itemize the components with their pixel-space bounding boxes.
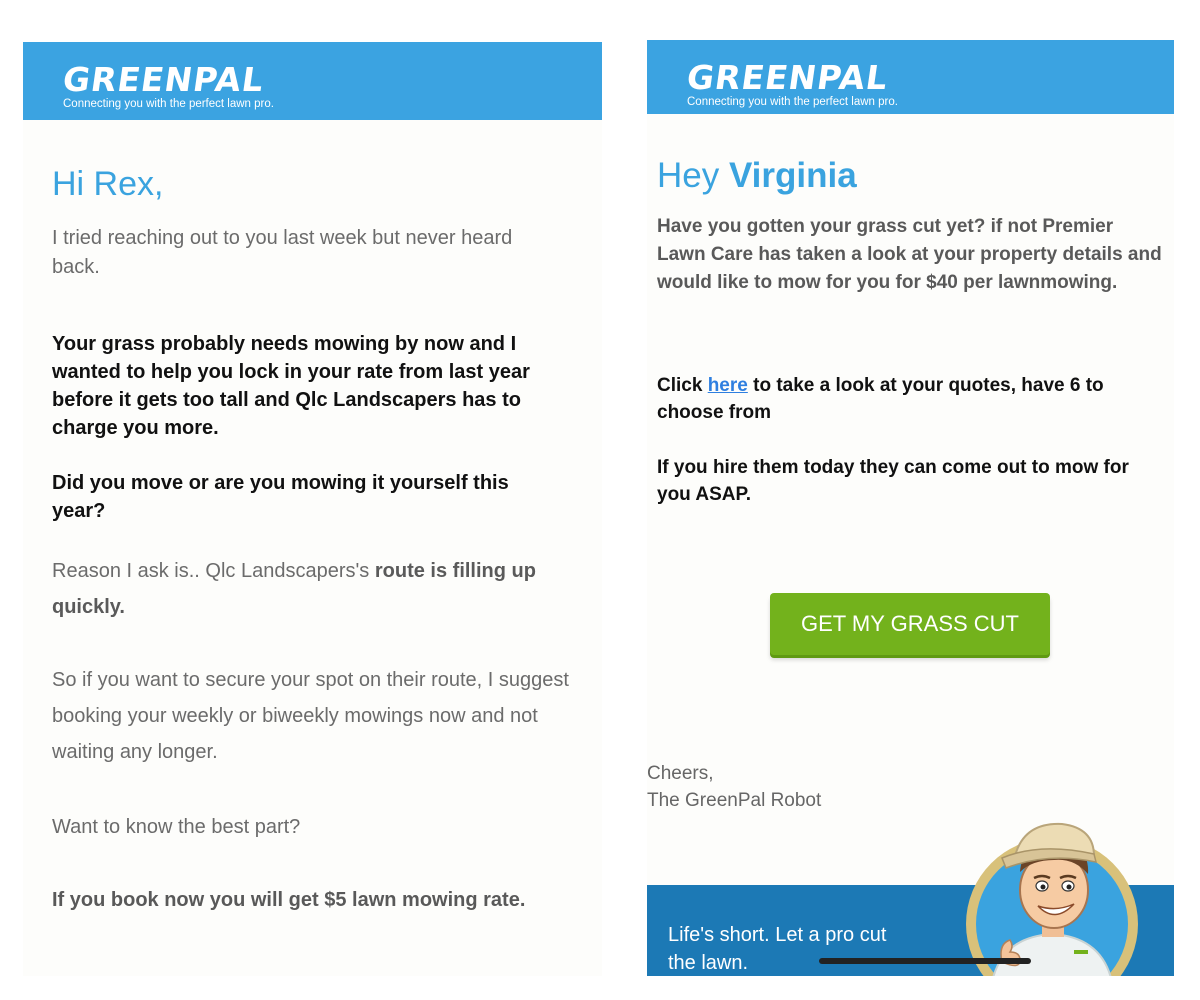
logo-tagline: Connecting you with the perfect lawn pro. <box>63 98 274 110</box>
greeting-name: Virginia <box>728 156 857 195</box>
offer-paragraph: If you book now you will get $5 lawn mowing rate. <box>52 889 526 911</box>
greenpal-logo[interactable] <box>60 60 274 111</box>
quote-paragraph: Have you gotten your grass cut yet? if not Premier Lawn Care has taken a look at your property details and would like to mow for you for $40 per lawnmowing. <box>657 216 1162 293</box>
home-indicator[interactable] <box>819 958 1031 964</box>
rate-lock-paragraph: Your grass probably needs mowing by now and I wanted to help you lock in your rate from last year before it gets too tall and Qlc Landscapers has to charge you more. <box>52 333 530 439</box>
hire-paragraph: If you hire them today they can come out to mow for you ASAP. <box>657 457 1129 505</box>
click-text: Click <box>657 375 708 396</box>
quotes-paragraph <box>657 372 1162 426</box>
logo-tagline: Connecting you with the perfect lawn pro. <box>687 96 898 108</box>
booking-paragraph: So if you want to secure your spot on their route, I suggest booking your weekly or biweekly mowings now and not waiting any longer. <box>52 669 569 763</box>
quotes-text: to take a look at your quotes, have 6 to choose from <box>657 375 1104 423</box>
email-left <box>23 42 602 976</box>
logo-wordmark: GREENPAL <box>684 58 891 97</box>
signoff <box>647 760 821 814</box>
email-header <box>23 42 602 120</box>
route-text: Reason I ask is.. Qlc Landscapers's <box>52 560 375 582</box>
route-paragraph <box>52 553 572 625</box>
email-header <box>647 40 1174 114</box>
greeting: Hi Rex, <box>52 165 164 203</box>
mascot-illustration <box>962 812 1142 976</box>
question-paragraph: Did you move or are you mowing it yourself this year? <box>52 472 509 522</box>
get-my-grass-cut-button[interactable]: GET MY GRASS CUT <box>770 593 1050 655</box>
greeting-prefix: Hey <box>657 156 729 195</box>
footer-slogan: Life's short. Let a pro cut the lawn. <box>668 924 887 974</box>
route-bold-text: route is filling up quickly. <box>52 560 536 618</box>
intro-paragraph: I tried reaching out to you last week but never heard back. <box>52 227 513 278</box>
logo-wordmark: GREENPAL <box>60 60 267 99</box>
greenpal-logo[interactable] <box>684 58 898 109</box>
quotes-link[interactable]: here <box>707 375 748 396</box>
signoff-text: Cheers, <box>647 763 714 784</box>
email-right <box>647 40 1174 976</box>
greeting <box>657 155 857 197</box>
best-part-paragraph: Want to know the best part? <box>52 816 301 838</box>
signature: The GreenPal Robot <box>647 790 822 811</box>
